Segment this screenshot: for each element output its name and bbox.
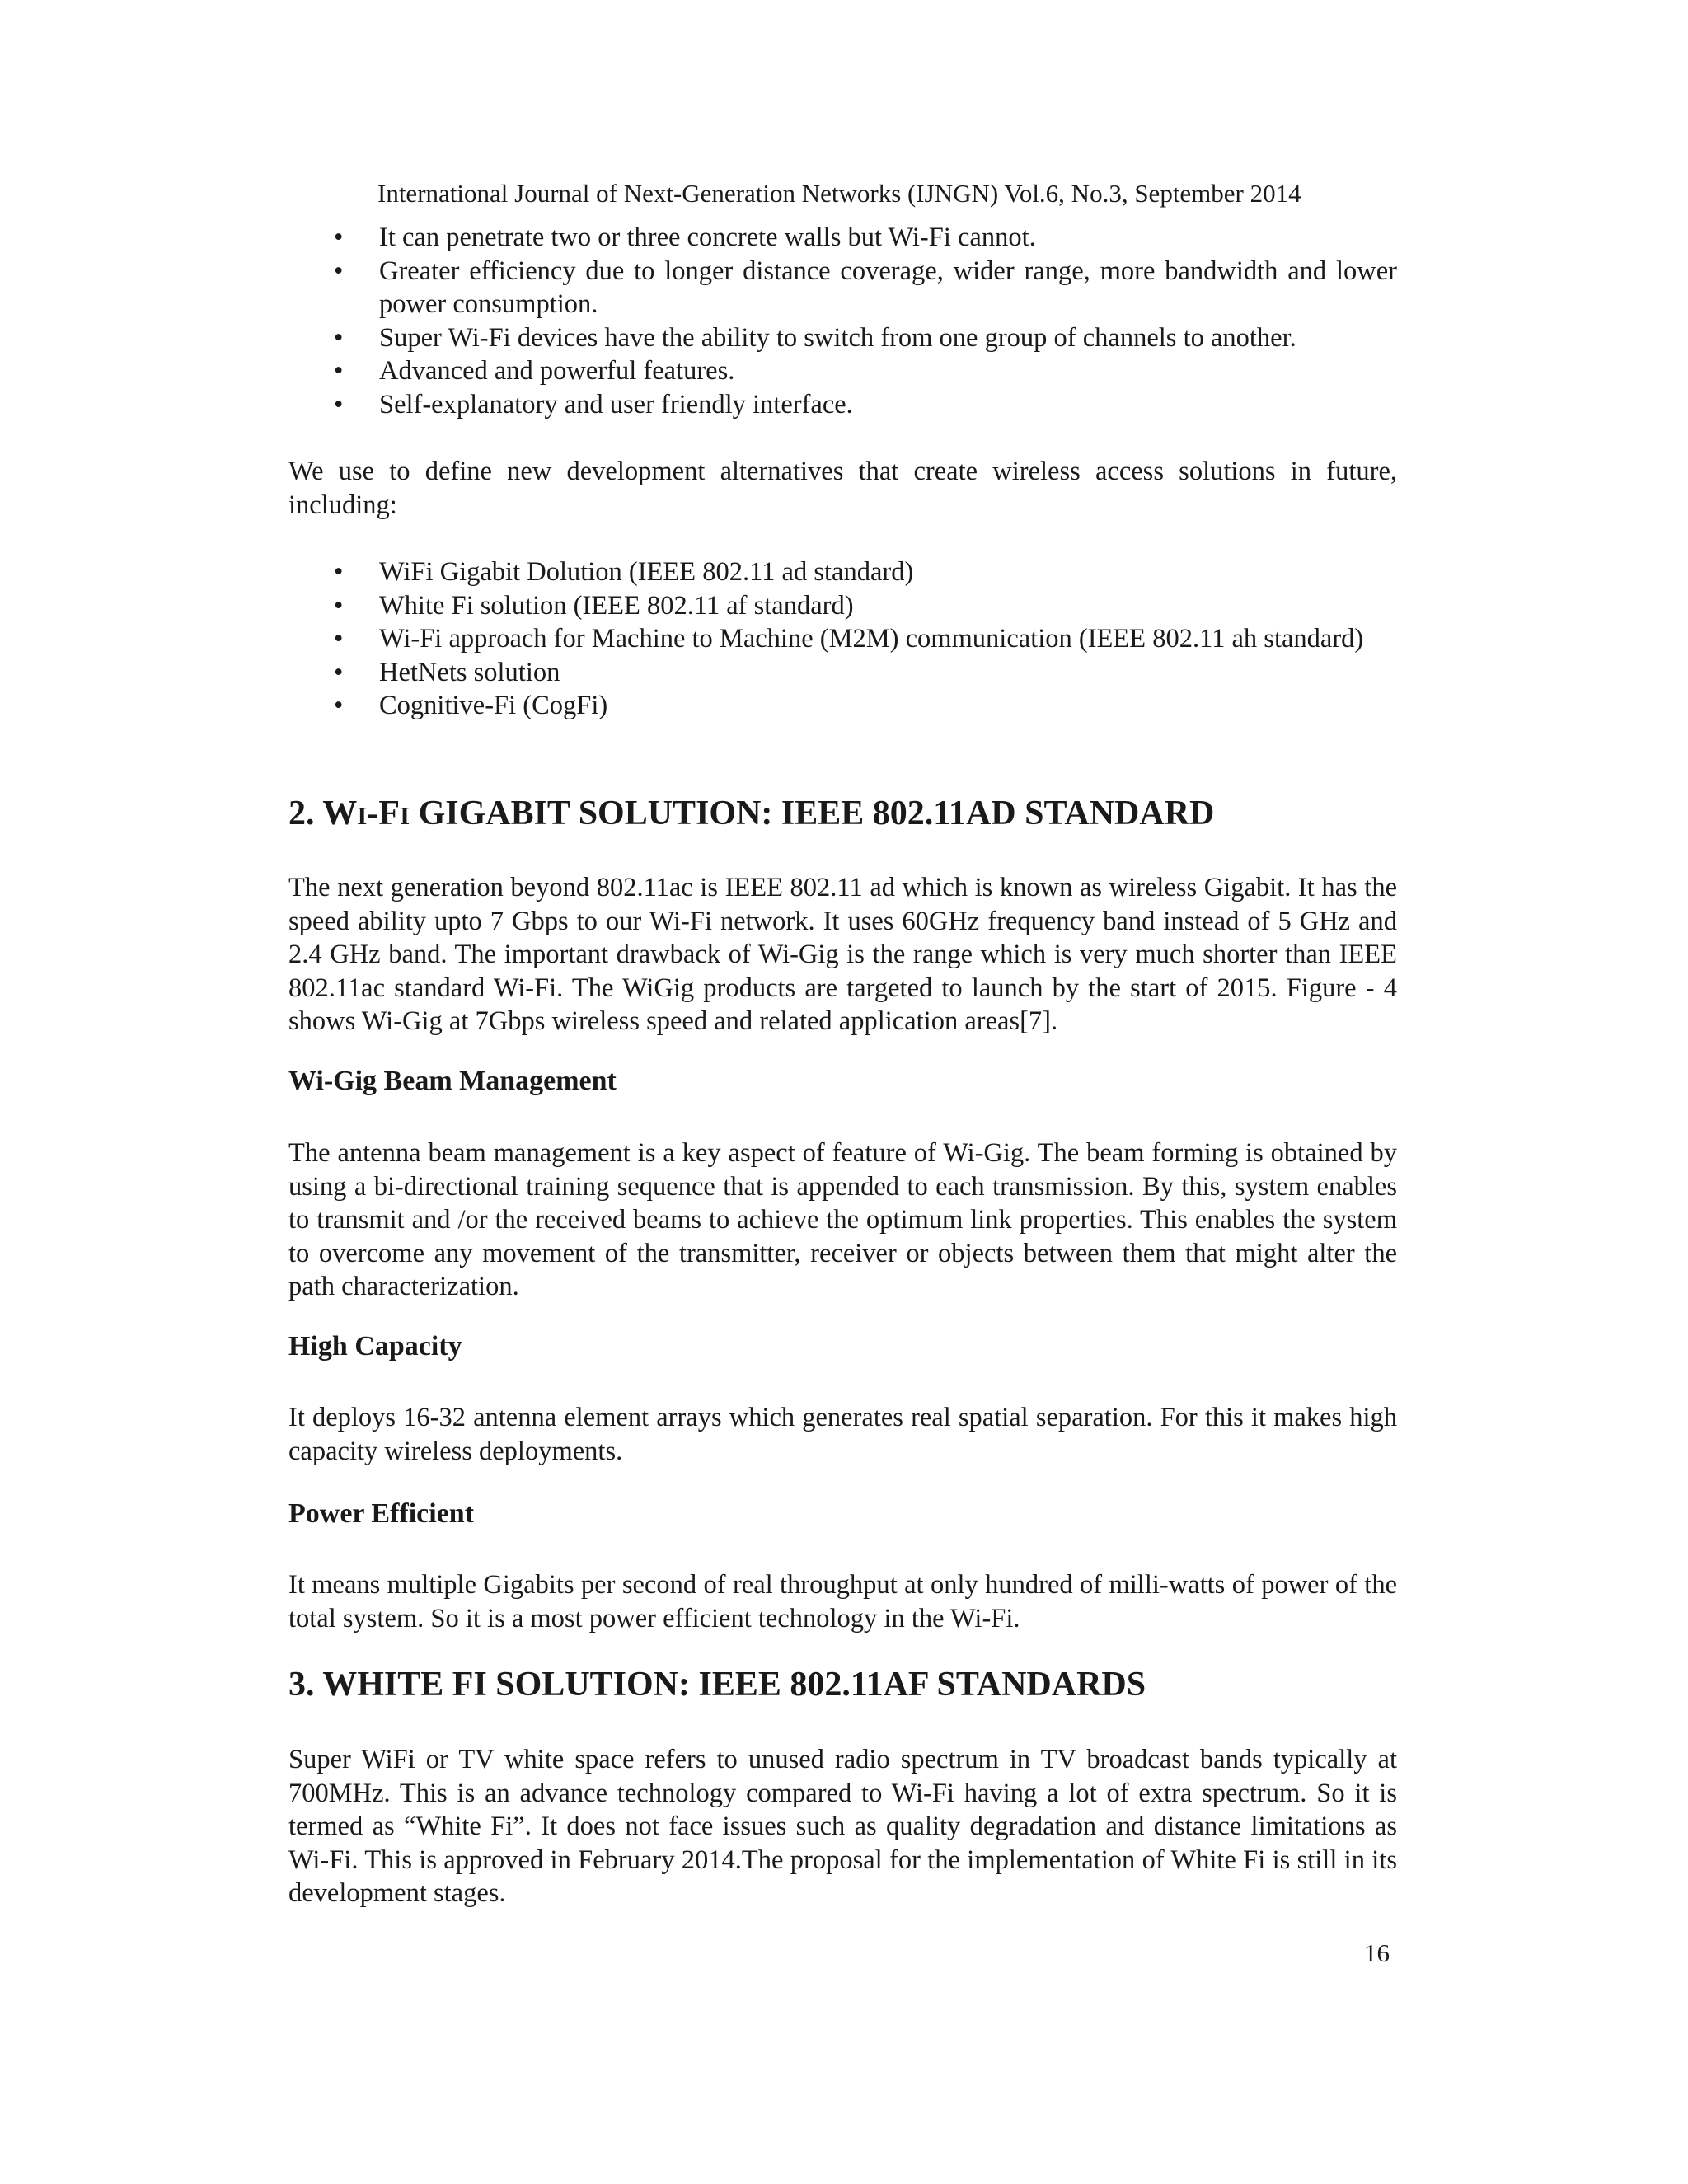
beam-management-heading: Wi-Gig Beam Management [288, 1066, 617, 1096]
list-item: • White Fi solution (IEEE 802.11 af standard) [288, 589, 1397, 623]
bullet-icon: • [334, 657, 344, 687]
power-paragraph-block [288, 1568, 1397, 1635]
section-2-paragraph: The next generation beyond 802.11ac is IEEE 802.11 ad which is known as wireless Gigabit. It has the speed ability upto 7 Gbps to our Wi-Fi network. It uses 60GHz frequency band instead of 5 GHz and 2.4 GHz band. The important drawback of Wi-Gig is the range which is very much shorter than IEEE 802.11ac standard Wi-Fi. The WiGig products are targeted to launch by the start of 2015. Figure - 4 shows Wi-Gig at 7Gbps wireless speed and related application areas[7]. [288, 873, 1397, 1036]
alternatives-intro-paragraph: We use to define new development alternatives that create wireless access solutions in future, including: [288, 457, 1397, 520]
list-item: • Greater efficiency due to longer distance coverage, wider range, more bandwidth and lower power consumption. [334, 255, 1397, 319]
beam-heading-block [288, 1064, 1397, 1099]
bullet-icon: • [334, 223, 344, 252]
alternatives-bullet-list [288, 555, 1397, 723]
intro-bullet-list [288, 221, 1397, 421]
section-3-paragraph-block [288, 1743, 1397, 1910]
capacity-paragraph-block [288, 1401, 1397, 1468]
list-item: • It can penetrate two or three concrete walls but Wi-Fi cannot. [288, 221, 1397, 255]
section-2-heading-block [288, 793, 1397, 837]
bullet-icon: • [334, 356, 344, 386]
list-item: • Advanced and powerful features. [288, 354, 1397, 388]
list-item: • Cognitive-Fi (CogFi) [288, 689, 1397, 723]
bullet-icon: • [334, 590, 344, 621]
section-2-paragraph-block [288, 871, 1397, 1038]
list-item: • Super Wi-Fi devices have the ability to switch from one group of channels to another. [288, 321, 1397, 355]
power-efficient-heading: Power Efficient [288, 1498, 475, 1529]
section-3-heading-block [288, 1664, 1397, 1705]
high-capacity-heading: High Capacity [288, 1331, 462, 1361]
list-item: • HetNets solution [288, 656, 1397, 690]
list-item: • Self-explanatory and user friendly interface. [288, 388, 1397, 422]
bullet-icon: • [334, 389, 344, 419]
bullet-icon: • [334, 557, 344, 587]
running-head: International Journal of Next-Generation Networks (IJNGN) Vol.6, No.3, September 2014 [377, 179, 1301, 208]
section-2-heading: 2. WI-FI GIGABIT SOLUTION: IEEE 802.11AD STANDARD [288, 794, 1215, 832]
bullet-icon: • [334, 322, 344, 353]
list-item: • WiFi Gigabit Dolution (IEEE 802.11 ad standard) [288, 555, 1397, 589]
bullet-icon: • [334, 255, 344, 286]
section-3-paragraph: Super WiFi or TV white space refers to unused radio spectrum in TV broadcast bands typically at 700MHz. This is an advance technology compared to Wi-Fi having a lot of extra spectrum. So it is termed as “White Fi”. It does not face issues such as quality degradation and distance limitations as Wi-Fi. This is approved in February 2014.The proposal for the implementation of White Fi is still in its development stages. [288, 1745, 1397, 1908]
capacity-heading-block [288, 1329, 1397, 1364]
list-item: • Wi-Fi approach for Machine to Machine (M2M) communication (IEEE 802.11 ah standard) [288, 622, 1397, 656]
section-3-heading: 3. WHITE FI SOLUTION: IEEE 802.11AF STANDARDS [288, 1666, 1146, 1704]
page-number: 16 [1364, 1938, 1390, 1967]
power-heading-block [288, 1497, 1397, 1531]
high-capacity-paragraph: It deploys 16-32 antenna element arrays which generates real spatial separation. For this it makes high capacity wireless deployments. [288, 1403, 1397, 1466]
bullet-icon: • [334, 691, 344, 720]
beam-paragraph-block [288, 1137, 1397, 1304]
power-efficient-paragraph: It means multiple Gigabits per second of real throughput at only hundred of milli-watts of power of the total system. So it is a most power efficient technology in the Wi-Fi. [288, 1570, 1397, 1633]
beam-management-paragraph: The antenna beam management is a key aspect of feature of Wi-Gig. The beam forming is obtained by using a bi-directional training sequence that is appended to each transmission. By this, system enables to transmit and /or the received beams to achieve the optimum link properties. This enables the system to overcome any movement of the transmitter, receiver or objects between them that might alter the path characterization. [288, 1138, 1397, 1301]
bullet-icon: • [334, 624, 344, 654]
